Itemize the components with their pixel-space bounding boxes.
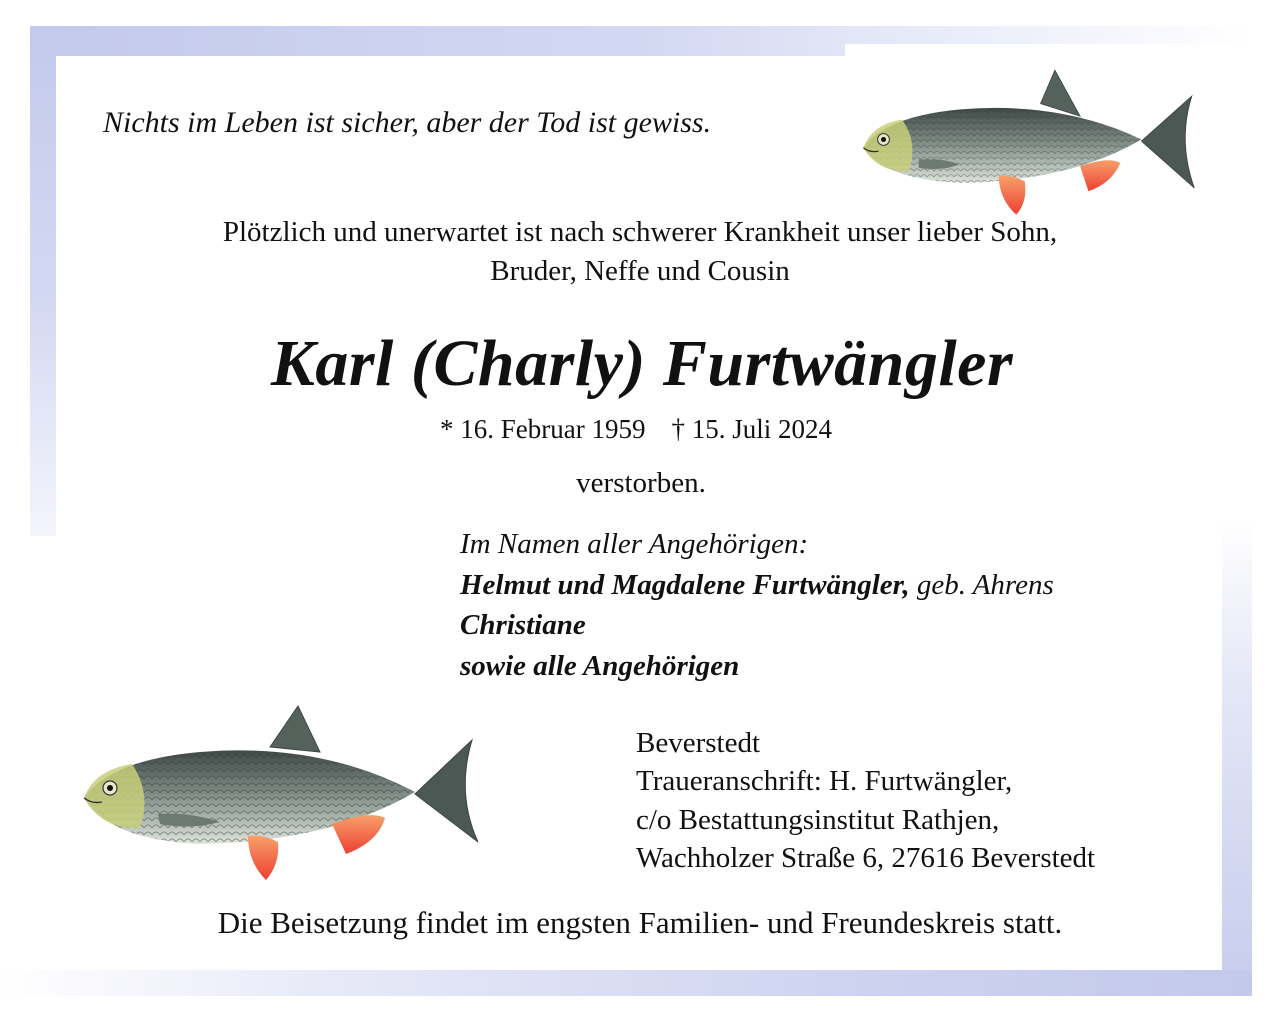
motto: Nichts im Leben ist sicher, aber der Tod ist gewiss. — [103, 106, 712, 139]
fish-icon — [80, 702, 480, 884]
life-dates — [0, 414, 1272, 445]
family-others: sowie alle Angehörigen — [460, 650, 740, 682]
deceased-name: Karl (Charly) Furtwängler — [270, 327, 1014, 400]
address-line-2: c/o Bestattungsinstitut Rathjen, — [636, 804, 1000, 836]
family-heading: Im Namen aller Angehörigen: — [460, 528, 809, 560]
parents-maiden-name: geb. Ahrens — [909, 569, 1054, 601]
intro-line-1: Plötzlich und unerwartet ist nach schwerer Krankheit unser lieber Sohn, — [222, 216, 1058, 248]
passed-away-text: verstorben. — [576, 467, 706, 499]
address-line-3: Wachholzer Straße 6, 27616 Beverstedt — [636, 842, 1096, 874]
address-line-1: Traueranschrift: H. Furtwängler, — [636, 765, 1013, 797]
intro-line-2: Bruder, Neffe und Cousin — [490, 255, 790, 287]
parents-names: Helmut und Magdalene Furtwängler, — [460, 569, 910, 601]
family-sibling: Christiane — [460, 609, 586, 641]
fish-icon — [860, 66, 1196, 218]
birth-date: * 16. Februar 1959 — [440, 414, 646, 444]
address-place: Beverstedt — [636, 727, 761, 759]
death-date: † 15. Juli 2024 — [671, 414, 832, 444]
family-parents — [460, 569, 1054, 602]
closing-text: Die Beisetzung findet im engsten Familien- und Freundeskreis statt. — [217, 905, 1063, 940]
frame-band-bottom — [0, 970, 1252, 996]
frame-fade — [845, 44, 1255, 56]
